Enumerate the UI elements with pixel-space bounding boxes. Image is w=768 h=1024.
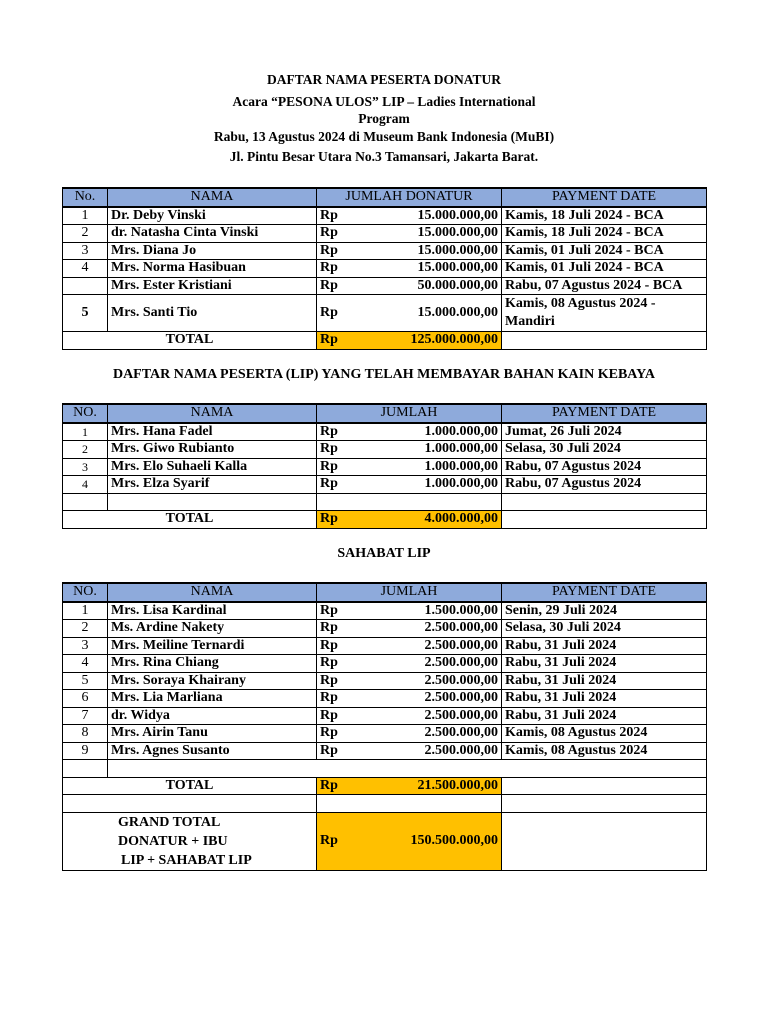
col-header-payment-date: PAYMENT DATE <box>502 583 707 602</box>
row-no: 9 <box>63 742 108 760</box>
row-currency: Rp <box>317 620 347 638</box>
row-date: Rabu, 31 Juli 2024 <box>502 637 707 655</box>
empty-cell <box>502 493 707 511</box>
row-date: Rabu, 07 Agustus 2024 <box>502 476 707 494</box>
table-row <box>63 225 707 243</box>
grand-total-line1: GRAND TOTAL <box>118 814 221 830</box>
empty-cell <box>63 493 108 511</box>
empty-row <box>63 493 707 511</box>
row-name: Mrs. Agnes Susanto <box>108 742 317 760</box>
table-header-row <box>63 404 707 423</box>
table-row <box>63 690 707 708</box>
table-row <box>63 602 707 620</box>
row-currency: Rp <box>317 423 347 441</box>
table-row <box>63 242 707 260</box>
event-date-venue: Rabu, 13 Agustus 2024 di Museum Bank Indonesia (MuBI) <box>213 129 555 144</box>
row-currency: Rp <box>317 707 347 725</box>
total-amount: 125.000.000,00 <box>347 332 502 350</box>
table-row <box>63 742 707 760</box>
empty-cell <box>502 511 707 529</box>
row-name: Mrs. Norma Hasibuan <box>108 260 317 278</box>
row-currency: Rp <box>317 295 347 332</box>
kebaya-table <box>62 403 707 529</box>
empty-cell <box>347 493 502 511</box>
total-row <box>63 777 707 795</box>
col-header-no: NO. <box>63 583 108 602</box>
table-row <box>63 260 707 278</box>
total-label: TOTAL <box>63 777 317 795</box>
row-name: Mrs. Lia Marliana <box>108 690 317 708</box>
row-date: Senin, 29 Juli 2024 <box>502 602 707 620</box>
row-currency: Rp <box>317 242 347 260</box>
sahabat-table <box>62 582 707 871</box>
row-name: Mrs. Meiline Ternardi <box>108 637 317 655</box>
row-date: Rabu, 31 Juli 2024 <box>502 690 707 708</box>
col-header-jumlah: JUMLAH <box>317 583 502 602</box>
col-header-nama: NAMA <box>108 583 317 602</box>
grand-total-label <box>63 812 317 870</box>
event-address: Jl. Pintu Besar Utara No.3 Tamansari, Jakarta Barat. <box>229 149 539 164</box>
table-row <box>63 458 707 476</box>
row-currency: Rp <box>317 476 347 494</box>
row-name: Mrs. Santi Tio <box>108 295 317 332</box>
grand-total-line3: LIP + SAHABAT LIP <box>121 852 252 868</box>
row-date: Rabu, 31 Juli 2024 <box>502 707 707 725</box>
row-date: Selasa, 30 Juli 2024 <box>502 441 707 459</box>
row-no: 8 <box>63 725 108 743</box>
row-date: Kamis, 01 Juli 2024 - BCA <box>502 260 707 278</box>
row-no: 5 <box>63 295 108 332</box>
row-date: Jumat, 26 Juli 2024 <box>502 423 707 441</box>
row-no: 2 <box>63 441 108 459</box>
grand-total-currency: Rp <box>317 812 347 870</box>
row-amount: 2.500.000,00 <box>347 655 502 673</box>
col-header-jumlah: JUMLAH <box>317 404 502 423</box>
row-date: Selasa, 30 Juli 2024 <box>502 620 707 638</box>
row-amount: 2.500.000,00 <box>347 620 502 638</box>
row-date-line1: Kamis, 08 Agustus 2024 - <box>505 296 656 311</box>
col-header-nama: NAMA <box>108 404 317 423</box>
table-row <box>63 672 707 690</box>
table-row <box>63 295 707 332</box>
row-name: Mrs. Airin Tanu <box>108 725 317 743</box>
row-no: 6 <box>63 690 108 708</box>
row-currency: Rp <box>317 207 347 225</box>
table-row <box>63 725 707 743</box>
col-header-payment-date: PAYMENT DATE <box>502 188 707 207</box>
total-currency: Rp <box>317 777 347 795</box>
row-name: Mrs. Hana Fadel <box>108 423 317 441</box>
empty-cell <box>502 332 707 350</box>
total-row <box>63 332 707 350</box>
total-currency: Rp <box>317 332 347 350</box>
row-amount: 1.000.000,00 <box>347 476 502 494</box>
empty-row <box>63 795 707 813</box>
row-currency: Rp <box>317 690 347 708</box>
row-currency: Rp <box>317 260 347 278</box>
table-row <box>63 423 707 441</box>
row-amount: 15.000.000,00 <box>347 242 502 260</box>
row-amount: 15.000.000,00 <box>347 260 502 278</box>
row-no: 3 <box>63 637 108 655</box>
table-header-row <box>63 583 707 602</box>
row-amount: 50.000.000,00 <box>347 277 502 295</box>
row-date: Rabu, 31 Juli 2024 <box>502 672 707 690</box>
event-name: Acara “PESONA ULOS” LIP – Ladies International <box>232 94 536 109</box>
table-row <box>63 207 707 225</box>
row-name: Mrs. Ester Kristiani <box>108 277 317 295</box>
row-currency: Rp <box>317 655 347 673</box>
row-date-line2: Mandiri <box>505 314 555 329</box>
col-header-payment-date: PAYMENT DATE <box>502 404 707 423</box>
row-currency: Rp <box>317 672 347 690</box>
table-row <box>63 277 707 295</box>
row-name: Mrs. Elza Syarif <box>108 476 317 494</box>
col-header-jumlah: JUMLAH DONATUR <box>317 188 502 207</box>
col-header-no: No. <box>63 188 108 207</box>
total-currency: Rp <box>317 511 347 529</box>
row-name: Mrs. Diana Jo <box>108 242 317 260</box>
empty-cell <box>502 812 707 870</box>
total-label: TOTAL <box>63 511 317 529</box>
table-row <box>63 476 707 494</box>
row-name: Mrs. Elo Suhaeli Kalla <box>108 458 317 476</box>
row-name: Ms. Ardine Nakety <box>108 620 317 638</box>
row-name: dr. Widya <box>108 707 317 725</box>
table-row <box>63 707 707 725</box>
row-date: Kamis, 08 Agustus 2024 <box>502 742 707 760</box>
table-row <box>63 637 707 655</box>
row-currency: Rp <box>317 277 347 295</box>
document-title: DAFTAR NAMA PESERTA DONATUR <box>267 72 501 87</box>
col-header-nama: NAMA <box>108 188 317 207</box>
row-amount: 2.500.000,00 <box>347 637 502 655</box>
row-currency: Rp <box>317 225 347 243</box>
total-amount: 4.000.000,00 <box>347 511 502 529</box>
empty-row <box>63 760 707 778</box>
sahabat-section-title: SAHABAT LIP <box>337 546 431 561</box>
row-date <box>502 295 707 332</box>
row-currency: Rp <box>317 458 347 476</box>
row-amount: 15.000.000,00 <box>347 295 502 332</box>
table-row <box>63 655 707 673</box>
total-amount: 21.500.000,00 <box>347 777 502 795</box>
row-date: Rabu, 07 Agustus 2024 <box>502 458 707 476</box>
row-amount: 1.000.000,00 <box>347 458 502 476</box>
row-no: 1 <box>63 423 108 441</box>
empty-cell <box>108 760 707 778</box>
total-label: TOTAL <box>63 332 317 350</box>
row-no: 2 <box>63 620 108 638</box>
col-header-no: NO. <box>63 404 108 423</box>
row-date: Kamis, 18 Juli 2024 - BCA <box>502 225 707 243</box>
row-name: Mrs. Soraya Khairany <box>108 672 317 690</box>
row-no: 2 <box>63 225 108 243</box>
empty-cell <box>502 795 707 813</box>
event-name-cont: Program <box>358 111 410 126</box>
row-currency: Rp <box>317 637 347 655</box>
table-row <box>63 620 707 638</box>
row-amount: 15.000.000,00 <box>347 207 502 225</box>
row-no: 5 <box>63 672 108 690</box>
row-currency: Rp <box>317 602 347 620</box>
row-amount: 1.500.000,00 <box>347 602 502 620</box>
row-no: 1 <box>63 602 108 620</box>
row-date: Rabu, 07 Agustus 2024 - BCA <box>502 277 707 295</box>
empty-cell <box>63 795 317 813</box>
row-date: Kamis, 01 Juli 2024 - BCA <box>502 242 707 260</box>
empty-cell <box>63 760 108 778</box>
row-no <box>63 277 108 295</box>
row-no: 3 <box>63 242 108 260</box>
row-name: Dr. Deby Vinski <box>108 207 317 225</box>
row-currency: Rp <box>317 441 347 459</box>
donatur-table <box>62 187 707 350</box>
row-date: Kamis, 08 Agustus 2024 <box>502 725 707 743</box>
row-date: Kamis, 18 Juli 2024 - BCA <box>502 207 707 225</box>
row-amount: 1.000.000,00 <box>347 441 502 459</box>
grand-total-line2: DONATUR + IBU <box>118 833 228 849</box>
grand-total-amount: 150.500.000,00 <box>347 812 502 870</box>
row-no: 3 <box>63 458 108 476</box>
empty-cell <box>502 777 707 795</box>
row-name: Mrs. Giwo Rubianto <box>108 441 317 459</box>
row-amount: 1.000.000,00 <box>347 423 502 441</box>
row-amount: 2.500.000,00 <box>347 707 502 725</box>
row-no: 4 <box>63 476 108 494</box>
table-header-row <box>63 188 707 207</box>
row-name: dr. Natasha Cinta Vinski <box>108 225 317 243</box>
row-amount: 2.500.000,00 <box>347 742 502 760</box>
row-currency: Rp <box>317 725 347 743</box>
row-no: 1 <box>63 207 108 225</box>
row-no: 4 <box>63 655 108 673</box>
row-currency: Rp <box>317 742 347 760</box>
table-row <box>63 441 707 459</box>
empty-cell <box>317 795 502 813</box>
row-name: Mrs. Lisa Kardinal <box>108 602 317 620</box>
grand-total-row <box>63 812 707 870</box>
row-amount: 15.000.000,00 <box>347 225 502 243</box>
row-amount: 2.500.000,00 <box>347 672 502 690</box>
row-no: 7 <box>63 707 108 725</box>
row-amount: 2.500.000,00 <box>347 690 502 708</box>
row-no: 4 <box>63 260 108 278</box>
empty-cell <box>317 493 347 511</box>
empty-cell <box>108 493 317 511</box>
row-date: Rabu, 31 Juli 2024 <box>502 655 707 673</box>
total-row <box>63 511 707 529</box>
kebaya-section-title: DAFTAR NAMA PESERTA (LIP) YANG TELAH MEMBAYAR BAHAN KAIN KEBAYA <box>112 367 656 382</box>
row-amount: 2.500.000,00 <box>347 725 502 743</box>
row-name: Mrs. Rina Chiang <box>108 655 317 673</box>
